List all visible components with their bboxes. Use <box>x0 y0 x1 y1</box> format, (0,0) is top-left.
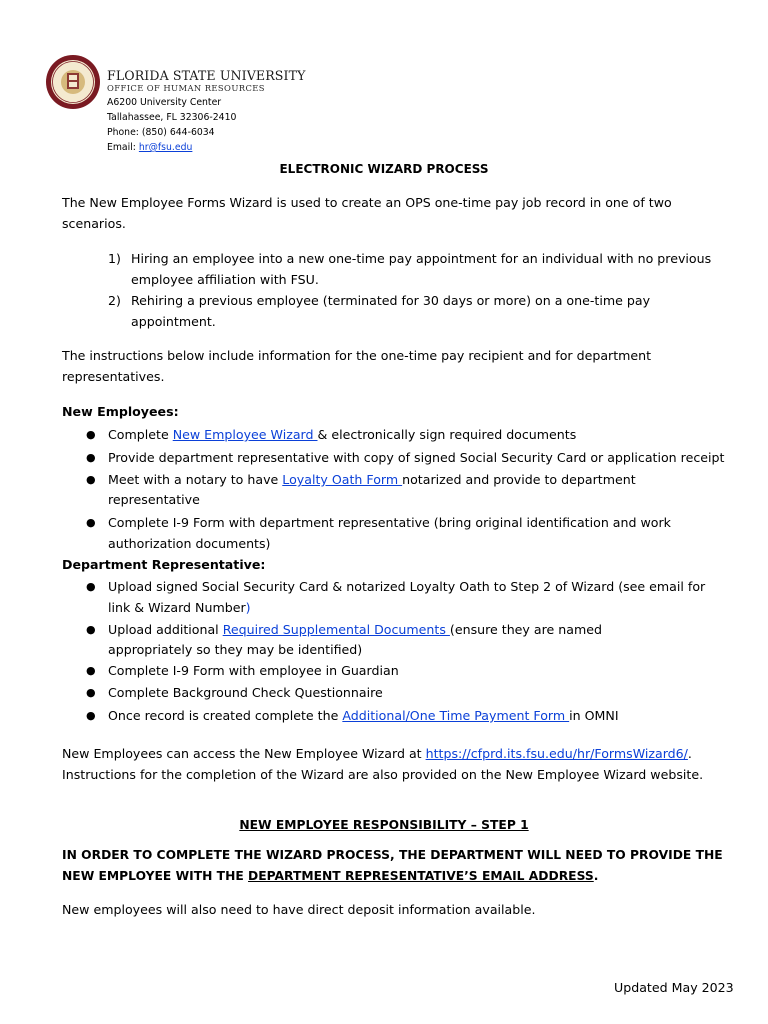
scenario-2-line-1: Rehiring a previous employee (terminated for 30 days or more) on a one-time pay <box>131 293 651 308</box>
ne-bullet-1: Complete New Employee Wizard & electronically sign required documents <box>108 427 577 442</box>
caps-line-1: IN ORDER TO COMPLETE THE WIZARD PROCESS, THE DEPARTMENT WILL NEED TO PROVIDE THE <box>62 848 723 862</box>
dr-bullet-2-line-2: appropriately so they may be identified) <box>108 642 363 657</box>
caps-line-2: NEW EMPLOYEE WITH THE DEPARTMENT REPRESENTATIVE’S EMAIL ADDRESS. <box>62 869 599 883</box>
access-line-1: New Employees can access the New Employee Wizard at https://cfprd.its.fsu.edu/hr/FormsWizard6/. <box>62 746 692 761</box>
scenario-1-line-2: employee affiliation with FSU. <box>131 272 319 287</box>
ne-bullet-4-line-2: authorization documents) <box>108 536 271 551</box>
scenario-number: 1) <box>108 251 121 266</box>
bullet-icon: ● <box>86 473 96 486</box>
access-line-2: Instructions for the completion of the Wizard are also provided on the New Employee Wizard website. <box>62 767 704 782</box>
intro-line-1: The New Employee Forms Wizard is used to create an OPS one-time pay job record in one of two <box>62 195 672 210</box>
department-rep-heading: Department Representative: <box>62 557 266 572</box>
bullet-icon: ● <box>86 428 96 441</box>
bullet-icon: ● <box>86 516 96 529</box>
fsu-seal-logo <box>43 54 103 110</box>
forms-wizard-url-link[interactable]: https://cfprd.its.fsu.edu/hr/FormsWizard6/ <box>425 746 688 761</box>
supplemental-documents-link[interactable]: Required Supplemental Documents <box>222 622 450 637</box>
dr-bullet-4: Complete Background Check Questionnaire <box>108 685 383 700</box>
page-title: ELECTRONIC WIZARD PROCESS <box>279 162 489 176</box>
ne-bullet-2: Provide department representative with copy of signed Social Security Card or application receipt <box>108 450 725 465</box>
bullet-icon: ● <box>86 664 96 677</box>
instructions-line-2: representatives. <box>62 369 165 384</box>
loyalty-oath-form-link[interactable]: Loyalty Oath Form <box>282 472 403 487</box>
email-line <box>107 141 192 155</box>
dr-bullet-5: Once record is created complete the Additional/One Time Payment Form in OMNI <box>108 708 619 723</box>
bullet-icon: ● <box>86 686 96 699</box>
scenario-2-line-2: appointment. <box>131 314 216 329</box>
bullet-icon: ● <box>86 709 96 722</box>
ne-bullet-4: Complete I-9 Form with department representative (bring original identification and work <box>108 515 671 530</box>
university-name: FLORIDA STATE UNIVERSITY <box>107 68 306 83</box>
instructions-line-1: The instructions below include information for the one-time pay recipient and for department <box>62 348 652 363</box>
bullet-icon: ● <box>86 623 96 636</box>
direct-deposit-note: New employees will also need to have direct deposit information available. <box>62 902 536 917</box>
intro-line-2: scenarios. <box>62 216 126 231</box>
one-time-payment-form-link[interactable]: Additional/One Time Payment Form <box>342 708 570 723</box>
address-line-2: Tallahassee, FL 32306-2410 <box>107 112 237 123</box>
ne-bullet-3: Meet with a notary to have Loyalty Oath Form notarized and provide to department <box>108 472 636 487</box>
scenario-1-line-1: Hiring an employee into a new one-time pay appointment for an individual with no previous <box>131 251 712 266</box>
scenario-number: 2) <box>108 293 121 308</box>
email-link[interactable]: hr@fsu.edu <box>138 142 193 153</box>
dr-bullet-1: Upload signed Social Security Card & notarized Loyalty Oath to Step 2 of Wizard (see email for <box>108 579 706 594</box>
step-1-heading: NEW EMPLOYEE RESPONSIBILITY – STEP 1 <box>239 818 529 832</box>
office-name: OFFICE OF HUMAN RESOURCES <box>107 83 265 93</box>
updated-date: Updated May 2023 <box>614 980 734 995</box>
address-line-1: A6200 University Center <box>107 97 222 108</box>
dr-bullet-2: Upload additional Required Supplemental Documents (ensure they are named <box>108 622 602 637</box>
phone: Phone: (850) 644-6034 <box>107 127 215 138</box>
ne-bullet-3-line-2: representative <box>108 492 200 507</box>
dr-bullet-1-line-2: link & Wizard Number) <box>108 600 251 615</box>
bullet-icon: ● <box>86 580 96 593</box>
new-employee-wizard-link[interactable]: New Employee Wizard <box>172 427 318 442</box>
bullet-icon: ● <box>86 451 96 464</box>
new-employees-heading: New Employees: <box>62 404 179 419</box>
email-label: Email: <box>107 142 139 153</box>
dr-bullet-3: Complete I-9 Form with employee in Guardian <box>108 663 399 678</box>
